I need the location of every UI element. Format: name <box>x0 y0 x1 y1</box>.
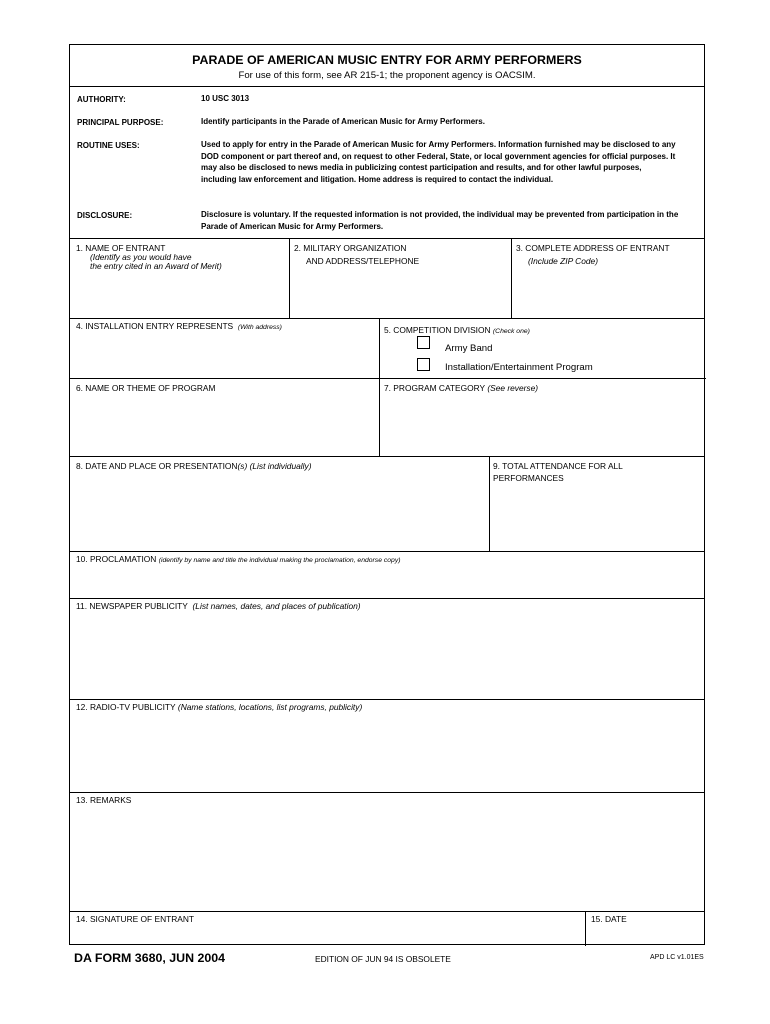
block-8-label <box>76 461 311 471</box>
block-9-label: 9. TOTAL ATTENDANCE FOR ALL <box>493 461 623 471</box>
disclosure-text: Disclosure is voluntary. If the requested information is not provided, the individual may be prevented from participation in the Parade of American Music for Army Performers. <box>201 210 679 231</box>
block-12-label-text: 12. RADIO-TV PUBLICITY <box>76 702 176 712</box>
divider <box>70 792 704 793</box>
divider <box>70 911 704 912</box>
apd-version: APD LC v1.01ES <box>650 954 704 961</box>
routine-uses-text: Used to apply for entry in the Parade of American Music for Army Performers. Information furnished may be disclosed to any DOD component or part thereof and, on request to other Federal, State, or local government agencies for official purposes. It may also be disclosed to news media in publicizing contest participation and results, and for other lawful purposes, including law enforcement and litigation. Home address is required to contact the individual. <box>201 140 676 184</box>
date-place-field[interactable] <box>70 475 489 551</box>
proclamation-field[interactable] <box>70 566 706 598</box>
authority-label: AUTHORITY: <box>77 95 126 104</box>
block-7-label-text: 7. PROGRAM CATEGORY <box>384 383 485 393</box>
block-3-label: 3. COMPLETE ADDRESS OF ENTRANT <box>516 243 670 253</box>
block-5-label-text: 5. COMPETITION DIVISION <box>384 325 491 335</box>
block-11-label-text: 11. NEWSPAPER PUBLICITY <box>76 601 188 611</box>
block-1-note: (Identify as you would have <box>90 252 192 262</box>
divider <box>70 86 704 87</box>
block-7-label <box>384 383 538 393</box>
block-1-note: the entry cited in an Award of Merit) <box>90 261 222 271</box>
block-6-label: 6. NAME OR THEME OF PROGRAM <box>76 383 216 393</box>
form-subtitle: For use of this form, see AR 215-1; the proponent agency is OACSIM. <box>238 70 536 81</box>
form-frame <box>69 44 705 945</box>
block-10-note: (identify by name and title the individual making the proclamation, endorse copy) <box>158 557 401 564</box>
divider <box>379 378 706 379</box>
block-10-label <box>76 554 401 566</box>
date-field[interactable] <box>586 925 705 945</box>
block-7-note: (See reverse) <box>487 383 539 393</box>
block-11-note: (List names, dates, and places of publication) <box>192 601 361 611</box>
signature-field[interactable] <box>70 925 585 945</box>
newspaper-publicity-field[interactable] <box>70 613 706 699</box>
divider <box>70 238 704 239</box>
block-1-label: 1. NAME OF ENTRANT <box>76 243 166 253</box>
installation-program-checkbox[interactable] <box>417 358 430 371</box>
edition-notice: EDITION OF JUN 94 IS OBSOLETE <box>315 954 451 964</box>
block-12-label <box>76 702 362 712</box>
block-11-label <box>76 601 361 611</box>
remarks-field[interactable] <box>70 807 706 911</box>
block-3-note: (Include ZIP Code) <box>528 256 598 266</box>
radio-tv-publicity-field[interactable] <box>70 714 706 792</box>
military-organization-field[interactable] <box>290 273 511 318</box>
divider <box>70 456 704 457</box>
block-9-label: PERFORMANCES <box>493 473 564 483</box>
block-10-label-text: 10. PROCLAMATION <box>76 554 157 564</box>
divider <box>70 551 704 552</box>
divider <box>70 318 704 319</box>
divider <box>70 598 704 599</box>
authority-text: 10 USC 3013 <box>201 94 250 103</box>
block-4-label <box>76 321 282 333</box>
block-2-label: 2. MILITARY ORGANIZATION <box>294 243 407 253</box>
block-8-note: (s) (List individually) <box>237 461 312 471</box>
army-band-label: Army Band <box>445 343 493 354</box>
form-number: DA FORM 3680, JUN 2004 <box>74 951 226 965</box>
program-category-field[interactable] <box>380 397 706 456</box>
program-name-field[interactable] <box>70 397 379 456</box>
disclosure-label: DISCLOSURE: <box>77 211 133 220</box>
army-band-checkbox[interactable] <box>417 336 430 349</box>
block-4-label-text: 4. INSTALLATION ENTRY REPRESENTS <box>76 321 234 331</box>
form-title: PARADE OF AMERICAN MUSIC ENTRY FOR ARMY PERFORMERS <box>192 53 582 67</box>
routine-uses-label: ROUTINE USES: <box>77 141 140 150</box>
block-14-label: 14. SIGNATURE OF ENTRANT <box>76 914 195 924</box>
divider <box>70 378 380 379</box>
principal-purpose-label: PRINCIPAL PURPOSE: <box>77 118 164 127</box>
block-15-label: 15. DATE <box>591 914 627 924</box>
entrant-address-field[interactable] <box>512 273 704 318</box>
installation-program-label: Installation/Entertainment Program <box>445 362 593 373</box>
block-5-label <box>384 325 530 337</box>
installation-entry-field[interactable] <box>70 333 379 378</box>
block-5-note: (Check one) <box>492 328 530 335</box>
block-4-note: (With address) <box>237 324 282 331</box>
principal-purpose-text: Identify participants in the Parade of American Music for Army Performers. <box>201 117 485 126</box>
divider <box>70 699 704 700</box>
block-13-label: 13. REMARKS <box>76 795 132 805</box>
block-8-label-text: 8. DATE AND PLACE OR PRESENTATION <box>76 461 238 471</box>
block-12-note: (Name stations, locations, list programs, publicity) <box>177 702 363 712</box>
block-2-label: AND ADDRESS/TELEPHONE <box>306 256 420 266</box>
name-of-entrant-field[interactable] <box>70 273 289 318</box>
total-attendance-field[interactable] <box>490 487 706 551</box>
